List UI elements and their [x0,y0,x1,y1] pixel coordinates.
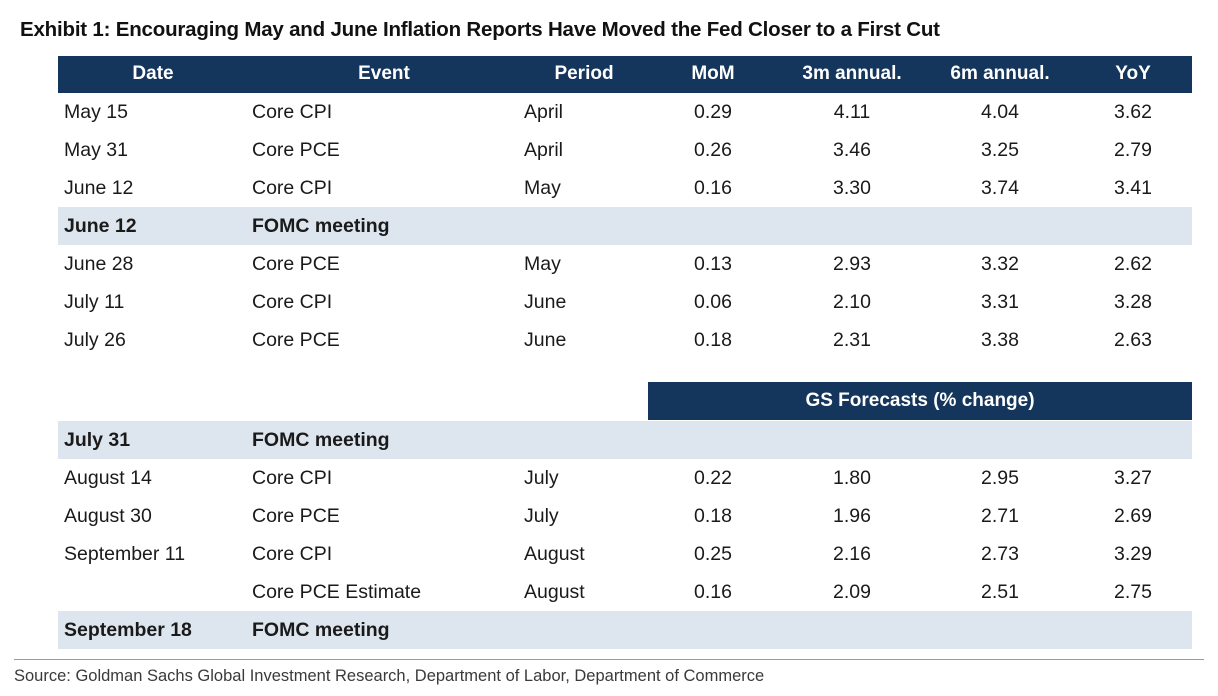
cell-date: September 11 [64,542,186,565]
cell-period: July [524,466,559,489]
cell-date: July 31 [58,421,248,459]
cell-event: Core CPI [252,290,333,313]
table-row [58,497,1192,535]
cell-mom: 0.26 [694,138,732,161]
source-text: Source: Goldman Sachs Global Investment Research, Department of Labor, Department of Commerce [14,667,765,685]
cell-yoy: 2.63 [1114,328,1152,351]
spacer-cell [58,359,1192,381]
cell-period: July [524,504,559,527]
cell-event: Core CPI [252,176,333,199]
column-header-3m-annual: 3m annual. [778,56,926,93]
cell-event: FOMC meeting [248,207,520,245]
cell-event: Core PCE [252,252,340,275]
cell-3m-annual: 2.16 [833,542,871,565]
cell-event: Core CPI [252,466,333,489]
cell-period: May [524,252,561,275]
cell-yoy: 2.62 [1114,252,1152,275]
source-divider [14,659,1204,660]
cell-mom [648,611,778,649]
cell-period [520,611,648,649]
cell-date: July 11 [64,290,125,313]
cell-mom: 0.25 [694,542,732,565]
cell-mom: 0.22 [694,466,732,489]
cell-6m-annual: 2.71 [981,504,1019,527]
cell-yoy [1074,421,1192,459]
cell-yoy: 2.69 [1114,504,1152,527]
forecast-band-cell [648,381,1192,421]
cell-period: August [524,542,585,565]
cell-mom: 0.13 [694,252,732,275]
cell-period: May [524,176,561,199]
column-header-yoy: YoY [1074,56,1192,93]
cell-date: June 28 [64,252,134,275]
table-header-row [58,56,1192,93]
cell-date: August 14 [64,466,152,489]
table-row [58,459,1192,497]
cell-yoy: 3.62 [1114,100,1152,123]
cell-event: FOMC meeting [248,611,520,649]
cell-6m-annual: 3.25 [981,138,1019,161]
column-header-event: Event [248,56,520,93]
cell-period: April [524,138,564,161]
cell-3m-annual [778,611,926,649]
cell-6m-annual: 3.32 [981,252,1019,275]
cell-event: Core CPI [252,100,333,123]
cell-6m-annual: 2.51 [981,580,1019,603]
cell-period: June [524,328,567,351]
cell-date: May 31 [64,138,128,161]
cell-6m-annual: 2.73 [981,542,1019,565]
table-spacer-row [58,359,1192,381]
cell-yoy [1074,611,1192,649]
cell-period: June [524,290,567,313]
forecast-band-label: GS Forecasts (% change) [648,382,1192,420]
cell-period: April [524,100,564,123]
cell-3m-annual: 2.09 [833,580,871,603]
cell-event: Core PCE [252,504,340,527]
column-header-period: Period [520,56,648,93]
table-row [58,573,1192,611]
cell-mom: 0.18 [694,504,732,527]
cell-yoy [1074,207,1192,245]
cell-mom [648,207,778,245]
cell-date [58,573,248,611]
cell-yoy: 3.41 [1114,176,1152,199]
cell-date: May 15 [64,100,128,123]
cell-3m-annual: 2.31 [833,328,871,351]
cell-3m-annual [778,207,926,245]
cell-mom: 0.16 [694,176,732,199]
cell-period: August [524,580,585,603]
cell-date: June 12 [64,176,134,199]
table-row [58,93,1192,131]
table-row [58,321,1192,359]
cell-period [520,421,648,459]
cell-date: June 12 [58,207,248,245]
cell-mom: 0.29 [694,100,732,123]
column-header-mom: MoM [648,56,778,93]
column-header-date: Date [58,56,248,93]
cell-yoy: 3.29 [1114,542,1152,565]
table-row [58,535,1192,573]
cell-3m-annual: 2.93 [833,252,871,275]
cell-3m-annual: 3.30 [833,176,871,199]
cell-6m-annual [926,421,1074,459]
source-note [14,659,1204,686]
cell-mom [648,421,778,459]
cell-event: Core PCE [252,328,340,351]
table-body [58,93,1192,649]
cell-3m-annual: 1.96 [833,504,871,527]
table-row-fomc [58,421,1192,459]
cell-6m-annual: 3.74 [981,176,1019,199]
forecast-band-spacer [58,381,648,421]
cell-mom: 0.18 [694,328,732,351]
cell-6m-annual: 4.04 [981,100,1019,123]
cell-3m-annual: 3.46 [833,138,871,161]
cell-mom: 0.16 [694,580,732,603]
table-row [58,169,1192,207]
table-row [58,283,1192,321]
cell-6m-annual: 3.38 [981,328,1019,351]
inflation-table [58,56,1192,649]
cell-event: Core PCE Estimate [252,580,422,603]
cell-6m-annual: 2.95 [981,466,1019,489]
cell-event: Core CPI [252,542,333,565]
forecast-band-row [58,381,1192,421]
cell-yoy: 3.27 [1114,466,1152,489]
cell-event: FOMC meeting [248,421,520,459]
cell-date: August 30 [64,504,152,527]
table-row [58,245,1192,283]
cell-date: July 26 [64,328,126,351]
table-row [58,131,1192,169]
cell-3m-annual [778,421,926,459]
cell-event: Core PCE [252,138,340,161]
page-title: Exhibit 1: Encouraging May and June Inflation Reports Have Moved the Fed Closer to a First Cut [20,18,940,41]
cell-3m-annual: 4.11 [833,100,871,123]
cell-yoy: 3.28 [1114,290,1152,313]
column-header-6m-annual: 6m annual. [926,56,1074,93]
cell-6m-annual [926,207,1074,245]
cell-6m-annual: 3.31 [981,290,1019,313]
cell-yoy: 2.79 [1114,138,1152,161]
cell-yoy: 2.75 [1114,580,1152,603]
cell-date: September 18 [58,611,248,649]
table-row-fomc [58,207,1192,245]
cell-6m-annual [926,611,1074,649]
cell-mom: 0.06 [694,290,732,313]
cell-period [520,207,648,245]
cell-3m-annual: 2.10 [833,290,871,313]
cell-3m-annual: 1.80 [833,466,871,489]
table-header [58,56,1192,93]
table-row-fomc [58,611,1192,649]
